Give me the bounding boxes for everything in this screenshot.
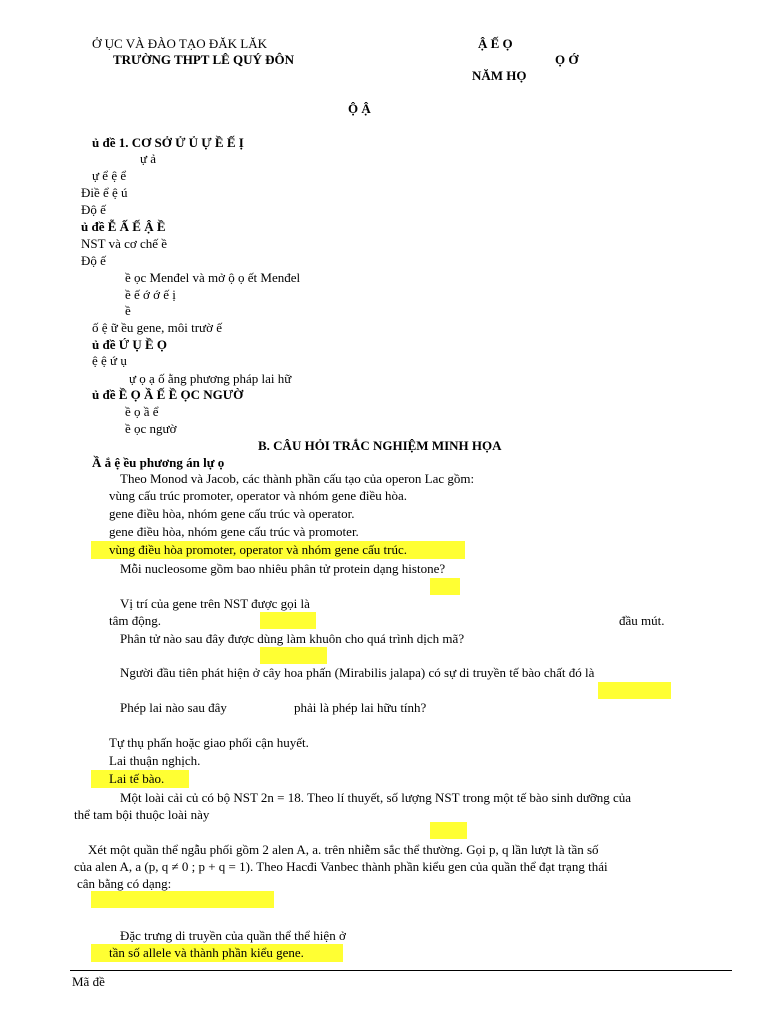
header-school-year: NĂM HỌ <box>472 68 527 83</box>
outline-line: Độ ế <box>81 253 106 268</box>
outline-line: ự ả <box>140 151 157 166</box>
question-3-option-d: đầu mút. <box>619 613 665 628</box>
answer-highlight <box>260 647 327 664</box>
outline-line: ề ế ớ ớ ế ị <box>125 287 176 302</box>
question-7-line-2: thể tam bội thuộc loài này <box>74 807 210 822</box>
question-6-option-a: Tự thụ phấn hoặc giao phối cận huyết. <box>109 735 309 750</box>
answer-highlight <box>91 891 274 908</box>
topic-2-heading: ủ đề Ễ Ấ Ế Ậ Ề <box>81 219 166 234</box>
question-6-left: Phép lai nào sau đây <box>120 700 227 715</box>
question-1-option-a: vùng cấu trúc promoter, operator và nhóm gene điều hòa. <box>109 488 408 503</box>
answer-highlight <box>430 578 460 595</box>
question-1-option-b: gene điều hòa, nhóm gene cấu trúc và operator. <box>109 506 355 521</box>
section-b-title: B. CÂU HỎI TRẮC NGHIỆM MINH HỌA <box>258 438 502 453</box>
header-exam-subtitle: Ọ Ớ <box>555 52 579 67</box>
outline-line: ề ọ ầ ể <box>125 404 159 419</box>
question-6-answer: Lai tế bào. <box>109 771 165 786</box>
question-3: Vị trí của gene trên NST được gọi là <box>120 596 310 611</box>
topic-3-heading: ủ đề Ứ Ụ Ề Ọ <box>92 337 167 352</box>
question-7-line-1: Một loài cải củ có bộ NST 2n = 18. Theo lí thuyết, số lượng NST trong một tế bào sinh dưỡng của <box>120 790 632 805</box>
answer-highlight <box>430 822 467 839</box>
question-8-line-1: Xét một quần thể ngẫu phối gồm 2 alen A, a. trên nhiễm sắc thể thường. Gọi p, q lần lượt là tần số <box>88 842 599 857</box>
question-1-answer: vùng điều hòa promoter, operator và nhóm gene cấu trúc. <box>109 542 408 557</box>
question-1-option-c: gene điều hòa, nhóm gene cấu trúc và promoter. <box>109 524 359 539</box>
footer-divider <box>70 970 732 971</box>
outline-line: ệ ệ ứ ụ <box>92 353 127 368</box>
header-department: Ở ỤC VÀ ĐÀO TẠO ĐĂK LĂK <box>92 36 268 51</box>
outline-line: Điề ể ệ ú <box>81 185 128 200</box>
answer-highlight <box>260 612 316 629</box>
question-9: Đặc trưng di truyền của quần thể thể hiện ở <box>120 928 346 943</box>
outline-line: ề ọc Menđel và mở ộ ọ ết Menđel <box>125 270 301 285</box>
header-exam-title: Ậ Ế Ọ <box>478 36 513 51</box>
header-school-name: TRƯỜNG THPT LÊ QUÝ ĐÔN <box>113 52 295 67</box>
question-9-answer: tần số allele và thành phần kiểu gene. <box>109 945 304 960</box>
page-title: Ộ Ậ <box>348 101 371 116</box>
footer-exam-code-label: Mã đề <box>72 974 105 989</box>
question-6-option-b: Lai thuận nghịch. <box>109 753 201 768</box>
question-6-right: phải là phép lai hữu tính? <box>294 700 427 715</box>
question-4: Phân tử nào sau đây được dùng làm khuôn cho quá trình dịch mã? <box>120 631 465 646</box>
question-8-line-3: cân bằng có dạng: <box>77 876 172 891</box>
answer-highlight <box>598 682 671 699</box>
outline-line: NST và cơ chế ề <box>81 236 168 251</box>
outline-line: ề ọc ngườ <box>125 421 177 436</box>
question-3-option-a: tâm động. <box>109 613 161 628</box>
question-5: Người đầu tiên phát hiện ở cây hoa phấn (Mirabilis jalapa) có sự di truyền tế bào chất đó là <box>120 665 595 680</box>
question-1: Theo Monod và Jacob, các thành phần cấu tạo của operon Lac gồm: <box>120 471 475 486</box>
outline-line: ề <box>125 303 131 318</box>
topic-1-heading: ủ đề 1. CƠ SỞ Ử Ủ Ự Ề Ế Ị <box>92 135 244 150</box>
outline-line: ự ọ ạ ố ằng phương pháp lai hữ <box>129 371 292 386</box>
question-2: Mỗi nucleosome gồm bao nhiêu phân tử protein dạng histone? <box>120 561 446 576</box>
topic-4-heading: ủ đề Ề Ọ Ầ Ế Ề ỌC NGƯỜ <box>92 387 244 402</box>
outline-line: ố ệ ữ ều gene, môi trườ ế <box>92 320 222 335</box>
question-8-line-2: của alen A, a (p, q ≠ 0 ; p + q = 1). Theo Hacđi Vanbec thành phần kiểu gen của quần thể đạt trạng thái <box>74 859 608 874</box>
outline-line: ự ể ệ ể <box>92 168 127 183</box>
section-b-subtitle: Ầ ắ ệ ều phương án lự ọ <box>92 455 225 470</box>
outline-line: Độ ế <box>81 202 106 217</box>
